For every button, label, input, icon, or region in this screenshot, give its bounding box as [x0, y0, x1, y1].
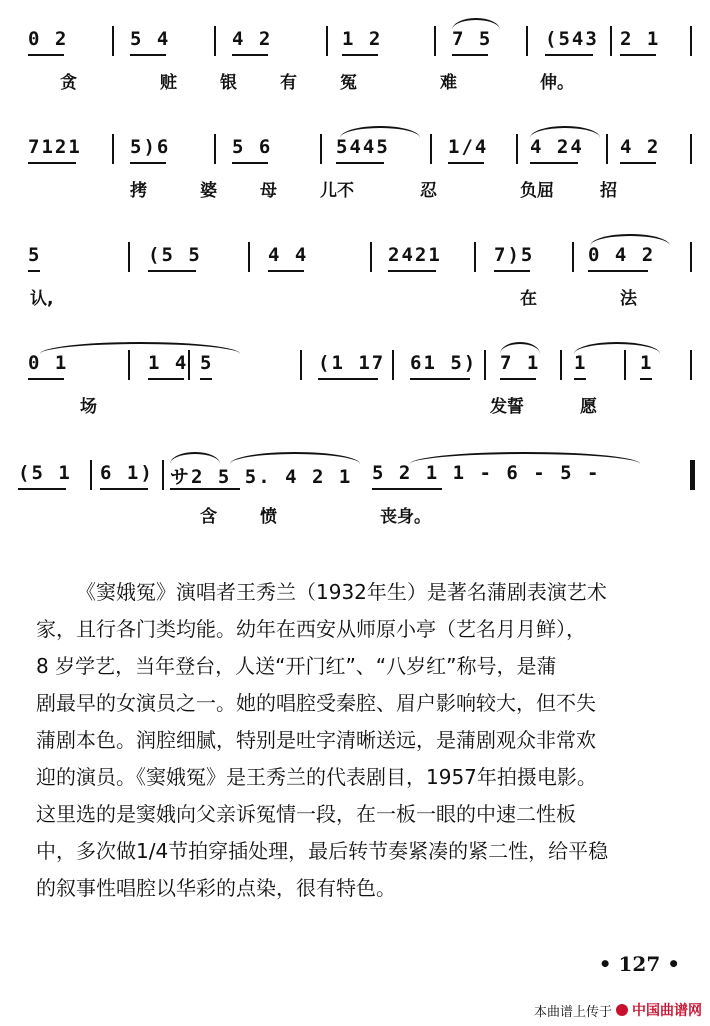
measure-notes: 1	[640, 352, 654, 374]
slur-mark	[590, 234, 670, 246]
lyric-word: 在	[520, 289, 537, 309]
barline	[430, 134, 432, 164]
barline	[320, 134, 322, 164]
measure-notes: 5445	[336, 136, 390, 158]
lyric-word: 招	[600, 181, 617, 201]
lyric-word: 儿不	[320, 181, 354, 201]
notes-line	[0, 22, 710, 62]
barline	[128, 242, 130, 272]
measure-notes: 1	[574, 352, 588, 374]
slur-mark	[530, 126, 600, 138]
commentary-line: 《窦娥冤》演唱者王秀兰（1932年生）是著名蒲剧表演艺术	[76, 580, 607, 604]
underline-beam	[28, 378, 64, 380]
measure-notes: 5 4	[130, 28, 171, 50]
measure-notes: 7 5	[452, 28, 493, 50]
measure-notes: 5 6	[232, 136, 273, 158]
lyric-word: 拷	[130, 181, 147, 201]
notes-line	[0, 130, 710, 170]
measure-notes: 5 2 1 1 - 6 - 5 -	[372, 462, 601, 484]
lyric-word: 丧身。	[380, 507, 431, 527]
underline-beam	[448, 162, 484, 164]
underline-beam	[130, 162, 166, 164]
underline-beam	[342, 54, 378, 56]
barline	[690, 26, 692, 56]
barline	[248, 242, 250, 272]
measure-notes: 4 24	[530, 136, 584, 158]
upload-note: 本曲谱上传于	[533, 1004, 612, 1020]
underline-beam	[372, 488, 442, 490]
underline-beam	[28, 270, 40, 272]
lyric-word: 负屈	[520, 181, 554, 201]
measure-notes: 4 4	[268, 244, 309, 266]
barline	[610, 26, 612, 56]
lyric-word: 冤	[340, 73, 357, 93]
barline	[112, 134, 114, 164]
underline-beam	[232, 162, 268, 164]
lyrics-line	[0, 176, 710, 202]
commentary-line: 8 岁学艺，当年登台，人送“开门红”、“八岁红”称号，是蒲	[36, 654, 557, 678]
measure-notes: 0 1	[28, 352, 69, 374]
lyric-word: 忍	[420, 181, 437, 201]
commentary-text	[36, 574, 686, 907]
underline-beam	[494, 270, 530, 272]
lyrics-line	[0, 392, 710, 418]
barline	[690, 242, 692, 272]
notes-line	[0, 456, 710, 496]
slur-mark	[574, 342, 660, 354]
measure-notes: 0 4 2	[588, 244, 656, 266]
underline-beam	[388, 270, 436, 272]
barline	[606, 134, 608, 164]
barline	[484, 350, 486, 380]
site-name: 中国曲谱网	[632, 1003, 702, 1019]
commentary-line: 这里选的是窦娥向父亲诉冤情一段，在一板一眼的中速二性板	[36, 802, 576, 826]
slur-mark	[500, 342, 540, 354]
lyric-word: 发誓	[490, 397, 524, 417]
measure-notes: (5 1	[18, 462, 72, 484]
lyric-word: 婆	[200, 181, 217, 201]
measure-notes: 0 2	[28, 28, 69, 50]
underline-beam	[574, 378, 586, 380]
barline	[572, 242, 574, 272]
lyric-word: 法	[620, 289, 637, 309]
site-logo-icon	[616, 1004, 628, 1016]
lyric-word: 认,	[30, 289, 54, 309]
barline	[392, 350, 394, 380]
commentary-line: 中，多次做1/4节拍穿插处理，最后转节奏紧凑的紧二性，给平稳	[36, 839, 609, 863]
commentary-line: 的叙事性唱腔以华彩的点染，很有特色。	[36, 876, 396, 900]
underline-beam	[200, 378, 212, 380]
lyric-word: 难	[440, 73, 457, 93]
measure-notes: 2421	[388, 244, 442, 266]
measure-notes: 1 2	[342, 28, 383, 50]
barline	[690, 350, 692, 380]
measure-notes: 5	[28, 244, 42, 266]
lyric-word: 贪	[60, 73, 77, 93]
measure-notes: 5	[200, 352, 214, 374]
barline	[214, 134, 216, 164]
measure-notes: 5)6	[130, 136, 171, 158]
lyric-word: 愿	[580, 397, 597, 417]
underline-beam	[170, 488, 240, 490]
barline	[300, 350, 302, 380]
commentary-line: 迎的演员。《窦娥冤》是王秀兰的代表剧目，1957年拍摄电影。	[36, 765, 597, 789]
underline-beam	[100, 488, 148, 490]
barline	[326, 26, 328, 56]
measure-notes: (543	[545, 28, 599, 50]
underline-beam	[640, 378, 652, 380]
measure-notes: 7 1	[500, 352, 541, 374]
lyric-word: 赃	[160, 73, 177, 93]
measure-notes: 1/4	[448, 136, 489, 158]
barline	[370, 242, 372, 272]
measure-notes: 6 1)	[100, 462, 154, 484]
page-number: • 127 •	[598, 952, 680, 976]
barline	[112, 26, 114, 56]
barline	[474, 242, 476, 272]
underline-beam	[410, 378, 470, 380]
barline	[90, 460, 92, 490]
underline-beam	[452, 54, 488, 56]
lyrics-line	[0, 284, 710, 310]
underline-beam	[28, 54, 64, 56]
measure-notes: 4 2	[232, 28, 273, 50]
underline-beam	[620, 54, 656, 56]
measure-notes: 4 2	[620, 136, 661, 158]
slur-mark	[40, 342, 240, 354]
barline	[526, 26, 528, 56]
barline	[214, 26, 216, 56]
lyric-word: 母	[260, 181, 277, 201]
measure-notes: 1 4	[148, 352, 189, 374]
underline-beam	[148, 378, 184, 380]
lyric-word: 伸。	[540, 73, 574, 93]
barline	[434, 26, 436, 56]
underline-beam	[318, 378, 378, 380]
commentary-line: 蒲剧本色。润腔细腻，特别是吐字清晰送远，是蒲剧观众非常欢	[36, 728, 596, 752]
underline-beam	[500, 378, 536, 380]
underline-beam	[130, 54, 166, 56]
barline	[690, 134, 692, 164]
notes-line	[0, 238, 710, 278]
lyric-word: 含	[200, 507, 217, 527]
commentary-line: 家，且行各门类均能。幼年在西安从师原小亭（艺名月月鲜），	[36, 617, 586, 641]
lyrics-line	[0, 68, 710, 94]
slur-mark	[340, 126, 420, 138]
barline	[128, 350, 130, 380]
watermark-footer	[534, 1000, 702, 1020]
underline-beam	[28, 162, 76, 164]
underline-beam	[545, 54, 593, 56]
underline-beam	[620, 162, 656, 164]
underline-beam	[232, 54, 268, 56]
underline-beam	[530, 162, 578, 164]
barline	[516, 134, 518, 164]
measure-notes: 7121	[28, 136, 82, 158]
underline-beam	[148, 270, 196, 272]
barline	[188, 350, 190, 380]
measure-notes: 7)5	[494, 244, 535, 266]
underline-beam	[588, 270, 648, 272]
slur-mark	[452, 18, 500, 30]
slur-mark	[410, 452, 640, 464]
slur-mark	[170, 452, 220, 464]
lyric-word: 有	[280, 73, 297, 93]
measure-notes: 61 5)	[410, 352, 478, 374]
underline-beam	[268, 270, 304, 272]
measure-notes: サ2 5 5. 4 2 1	[170, 466, 353, 488]
underline-beam	[18, 488, 66, 490]
barline	[624, 350, 626, 380]
measure-notes: (1 17	[318, 352, 386, 374]
barline	[690, 460, 695, 490]
underline-beam	[336, 162, 384, 164]
lyric-word: 场	[80, 397, 97, 417]
measure-notes: (5 5	[148, 244, 202, 266]
commentary-line: 剧最早的女演员之一。她的唱腔受秦腔、眉户影响较大，但不失	[36, 691, 596, 715]
barline	[162, 460, 164, 490]
measure-notes: 2 1	[620, 28, 661, 50]
lyrics-line	[0, 502, 710, 528]
lyric-word: 银	[220, 73, 237, 93]
notes-line	[0, 346, 710, 386]
slur-mark	[230, 452, 360, 464]
lyric-word: 愤	[260, 507, 277, 527]
barline	[560, 350, 562, 380]
